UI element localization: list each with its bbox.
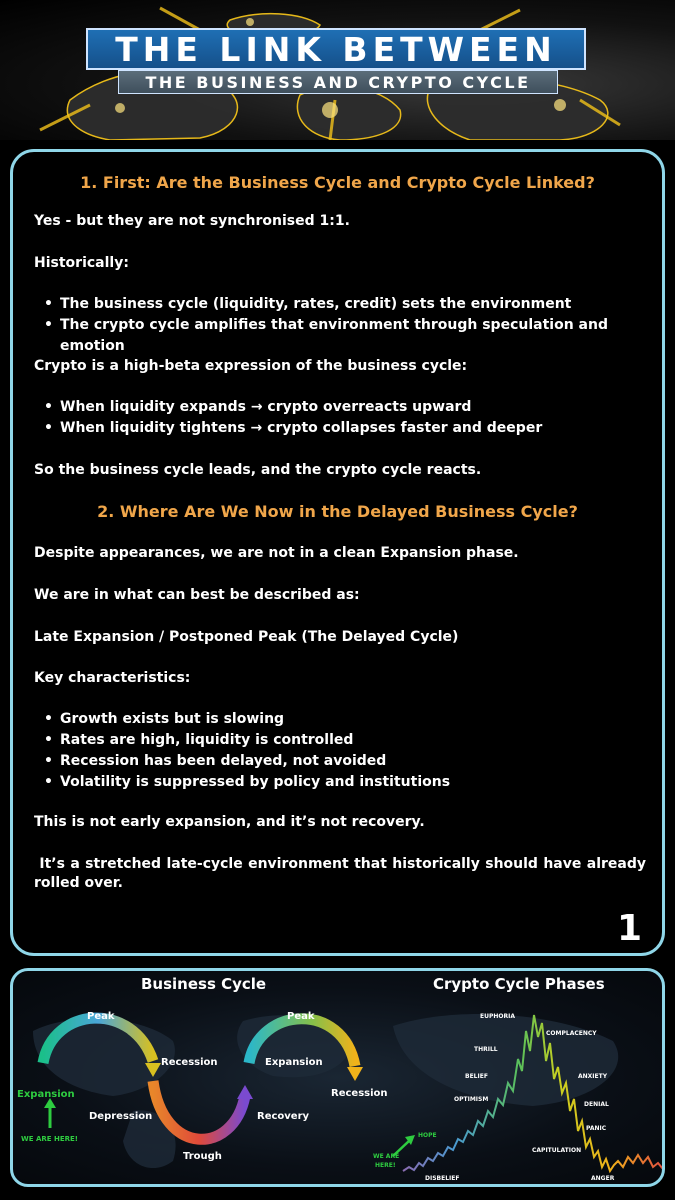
page-number: 1: [616, 908, 642, 949]
list-item: • The crypto cycle amplifies that environment through speculation and emotion: [34, 315, 662, 336]
historically-list: [34, 294, 662, 354]
business-cycle-title: Business Cycle: [141, 975, 267, 993]
section1-conclusion: So the business cycle leads, and the crypto cycle reacts.: [34, 462, 482, 478]
key-list: [34, 709, 450, 793]
beta-intro: Crypto is a high-beta expression of the business cycle:: [34, 358, 468, 374]
list-item: • Rates are high, liquidity is controlled: [34, 730, 450, 751]
cycle-infographic: [10, 968, 665, 1187]
label-capitulation: CAPITULATION: [532, 1147, 582, 1154]
label-denial: DENIAL: [584, 1101, 609, 1108]
label-anger: ANGER: [591, 1175, 615, 1182]
phase-name: Late Expansion / Postponed Peak (The Delayed Cycle): [34, 629, 459, 645]
we-are-here-business: WE ARE HERE!: [21, 1135, 78, 1143]
list-item: • When liquidity expands → crypto overreacts upward: [34, 397, 542, 418]
closing-text: It’s a stretched late-cycle environment that historically should have already rolled over.: [34, 856, 651, 891]
section2-heading: 2. Where Are We Now in the Delayed Business Cycle?: [97, 502, 578, 521]
beta-list: [34, 397, 542, 439]
section2-intro: Despite appearances, we are not in a clean Expansion phase.: [34, 545, 519, 561]
label-thrill: THRILL: [474, 1046, 498, 1053]
header-banner: [0, 0, 675, 140]
banner-subtitle: THE BUSINESS AND CRYPTO CYCLE: [118, 70, 558, 94]
label-recession-2: Recession: [331, 1088, 388, 1099]
label-belief: BELIEF: [465, 1073, 488, 1080]
label-optimism: OPTIMISM: [454, 1096, 489, 1103]
cycle-graphics: [13, 971, 665, 1187]
list-item: • Growth exists but is slowing: [34, 709, 450, 730]
label-here: HERE!: [375, 1162, 396, 1169]
list-item: • When liquidity tightens → crypto collapses faster and deeper: [34, 418, 542, 439]
section1-heading: 1. First: Are the Business Cycle and Crypto Cycle Linked?: [80, 173, 595, 192]
label-recovery: Recovery: [257, 1111, 310, 1122]
label-trough: Trough: [183, 1151, 222, 1162]
label-peak-1: Peak: [87, 1011, 115, 1022]
label-disbelief: DISBELIEF: [425, 1175, 460, 1182]
label-depression: Depression: [89, 1111, 153, 1122]
crypto-cycle-title: Crypto Cycle Phases: [433, 975, 605, 993]
described-as: We are in what can best be described as:: [34, 587, 360, 603]
historically-label: Historically:: [34, 255, 129, 271]
label-recession-1: Recession: [161, 1057, 218, 1068]
label-panic: PANIC: [586, 1125, 607, 1132]
label-we-are: WE ARE: [373, 1153, 400, 1160]
label-hope: HOPE: [418, 1132, 437, 1139]
label-euphoria: EUPHORIA: [480, 1013, 515, 1020]
label-expansion-1: Expansion: [17, 1089, 75, 1100]
label-anxiety: ANXIETY: [578, 1073, 608, 1080]
list-item: • Volatility is suppressed by policy and institutions: [34, 772, 450, 793]
list-item: • The business cycle (liquidity, rates, credit) sets the environment: [34, 294, 662, 315]
label-peak-2: Peak: [287, 1011, 315, 1022]
banner-title: THE LINK BETWEEN: [86, 28, 586, 70]
label-complacency: COMPLACENCY: [546, 1030, 597, 1037]
section1-answer: Yes - but they are not synchronised 1:1.: [34, 213, 350, 229]
text-card: [10, 149, 665, 956]
key-label: Key characteristics:: [34, 670, 191, 686]
not-recovery: This is not early expansion, and it’s not recovery.: [34, 814, 425, 830]
label-expansion-2: Expansion: [265, 1057, 323, 1068]
list-item: • Recession has been delayed, not avoided: [34, 751, 450, 772]
